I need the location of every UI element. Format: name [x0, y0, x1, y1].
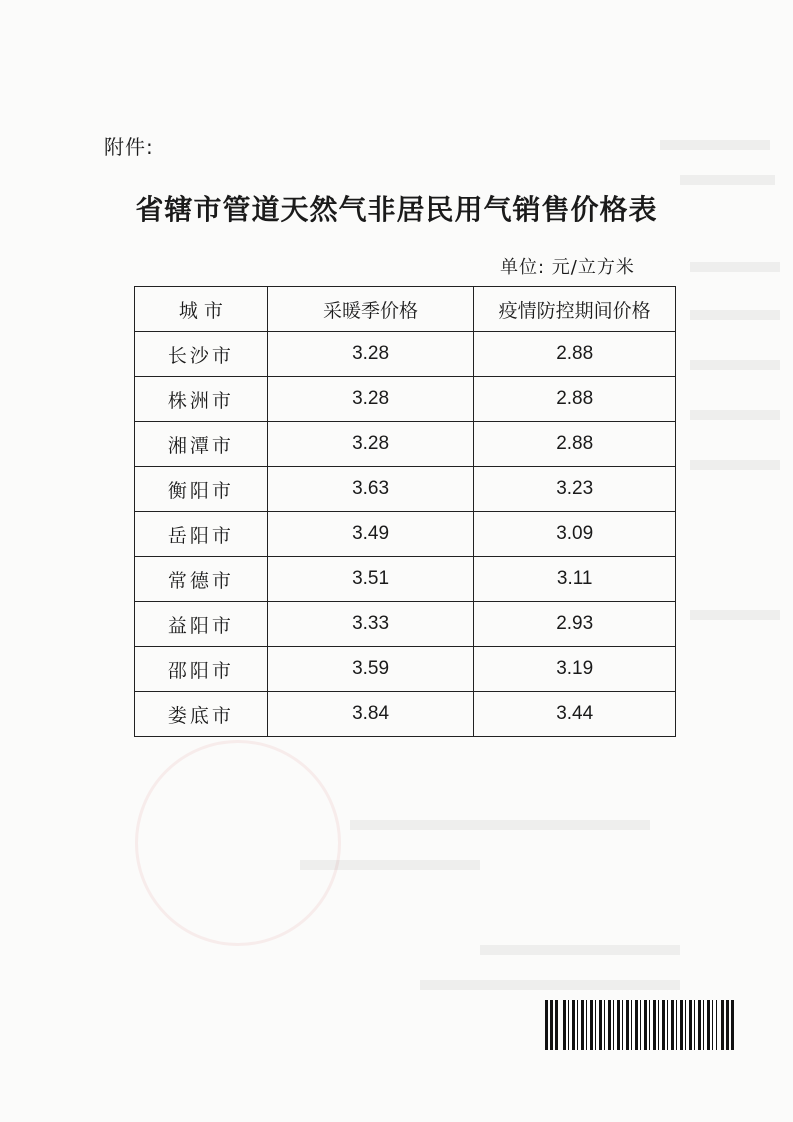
city-cell: 衡阳市 [135, 467, 268, 512]
table-row [135, 602, 676, 647]
heating-price-cell: 3.84 [267, 692, 474, 737]
epidemic-price-cell: 2.88 [474, 332, 676, 377]
heating-price-cell: 3.28 [267, 332, 474, 377]
city-cell: 长沙市 [135, 332, 268, 377]
header-heating-price: 采暖季价格 [267, 287, 474, 332]
city-cell: 株洲市 [135, 377, 268, 422]
heating-price-cell: 3.28 [267, 422, 474, 467]
epidemic-price-cell: 2.93 [474, 602, 676, 647]
showthrough-line [480, 945, 680, 955]
showthrough-line [690, 360, 780, 370]
table-row [135, 557, 676, 602]
showthrough-line [690, 410, 780, 420]
city-cell: 娄底市 [135, 692, 268, 737]
heating-price-cell: 3.51 [267, 557, 474, 602]
header-city: 城 市 [135, 287, 268, 332]
epidemic-price-cell: 3.19 [474, 647, 676, 692]
heating-price-cell: 3.59 [267, 647, 474, 692]
heating-price-cell: 3.28 [267, 377, 474, 422]
unit-label: 单位: 元/立方米 [500, 257, 635, 278]
showthrough-line [690, 460, 780, 470]
epidemic-price-cell: 2.88 [474, 377, 676, 422]
city-cell: 益阳市 [135, 602, 268, 647]
showthrough-line [690, 610, 780, 620]
document-barcode [545, 1000, 735, 1050]
epidemic-price-cell: 3.23 [474, 467, 676, 512]
table-row [135, 692, 676, 737]
showthrough-line [660, 140, 770, 150]
heating-price-cell: 3.33 [267, 602, 474, 647]
city-cell: 湘潭市 [135, 422, 268, 467]
header-epidemic-price: 疫情防控期间价格 [474, 287, 676, 332]
showthrough-line [690, 310, 780, 320]
city-cell: 邵阳市 [135, 647, 268, 692]
heating-price-cell: 3.63 [267, 467, 474, 512]
showthrough-line [690, 262, 780, 272]
table-header-row [135, 287, 676, 332]
table-row [135, 467, 676, 512]
city-cell: 岳阳市 [135, 512, 268, 557]
barcode-bars-left [545, 1000, 559, 1050]
table-row [135, 377, 676, 422]
city-cell: 常德市 [135, 557, 268, 602]
attachment-label: 附件: [104, 135, 154, 159]
epidemic-price-cell: 2.88 [474, 422, 676, 467]
table-row [135, 647, 676, 692]
epidemic-price-cell: 3.44 [474, 692, 676, 737]
table-row [135, 422, 676, 467]
showthrough-line [680, 175, 775, 185]
showthrough-line [300, 860, 480, 870]
showthrough-line [420, 980, 680, 990]
showthrough-line [350, 820, 650, 830]
heating-price-cell: 3.49 [267, 512, 474, 557]
epidemic-price-cell: 3.09 [474, 512, 676, 557]
faint-seal-showthrough [135, 740, 341, 946]
barcode-pattern [563, 1000, 717, 1050]
barcode-bars-right [721, 1000, 735, 1050]
table-row [135, 512, 676, 557]
epidemic-price-cell: 3.11 [474, 557, 676, 602]
document-title: 省辖市管道天然气非居民用气销售价格表 [135, 193, 658, 226]
table-row [135, 332, 676, 377]
price-table [134, 286, 676, 737]
